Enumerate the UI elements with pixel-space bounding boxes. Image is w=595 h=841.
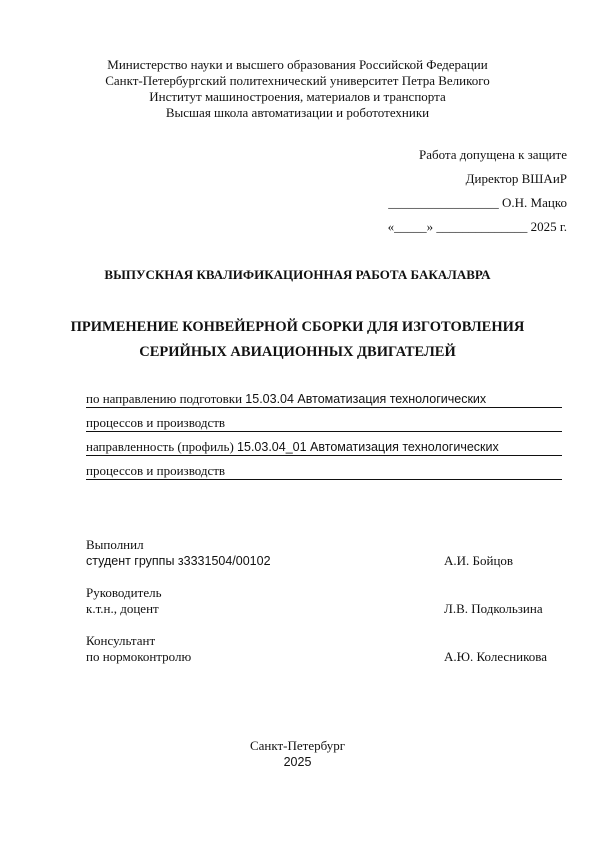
supervisor-block — [86, 585, 162, 617]
thesis-topic-line1: ПРИМЕНЕНИЕ КОНВЕЙЕРНОЙ СБОРКИ ДЛЯ ИЗГОТОВЛЕНИЯ — [70, 319, 525, 335]
performer-group: студент группы з3331504/00102 — [86, 554, 271, 568]
profile-label: направленность (профиль) — [86, 439, 238, 454]
approval-date: «_____» ______________ 2025 г. — [387, 219, 567, 234]
approval-signature: _________________ О.Н. Мацко — [388, 195, 567, 210]
direction-line — [86, 391, 562, 408]
performer-name: А.И. Бойцов — [444, 553, 514, 568]
header-line-institute: Институт машиностроения, материалов и транспорта — [149, 89, 446, 104]
approval-admitted: Работа допущена к защите — [418, 147, 567, 162]
footer — [0, 738, 595, 770]
supervisor-degree: к.т.н., доцент — [86, 601, 159, 616]
consultant-role: по нормоконтролю — [86, 649, 192, 664]
profile-value: 15.03.04_01 Автоматизация технологических — [237, 440, 499, 454]
thesis-topic-line2: СЕРИЙНЫХ АВИАЦИОННЫХ ДВИГАТЕЛЕЙ — [139, 344, 456, 360]
direction-line-cont — [86, 415, 562, 432]
header-line-university: Санкт-Петербургский политехнический университет Петра Великого — [105, 73, 490, 88]
thesis-type-title: ВЫПУСКНАЯ КВАЛИФИКАЦИОННАЯ РАБОТА БАКАЛАВРА — [104, 267, 491, 282]
thesis-topic-title — [0, 315, 595, 365]
direction-value-cont: процессов и производств — [86, 415, 226, 430]
header-line-school: Высшая школа автоматизации и робототехники — [165, 105, 430, 120]
footer-city: Санкт-Петербург — [249, 738, 346, 753]
ministry-header — [0, 57, 595, 121]
supervisor-name: Л.В. Подкользина — [444, 601, 543, 616]
footer-year: 2025 — [283, 755, 312, 769]
supervisor-label: Руководитель — [86, 585, 162, 600]
approval-director: Директор ВШАиР — [465, 171, 567, 186]
profile-line — [86, 439, 562, 456]
performer-block — [86, 537, 271, 569]
profile-line-cont — [86, 463, 562, 480]
profile-value-cont: процессов и производств — [86, 463, 226, 478]
performer-label: Выполнил — [86, 537, 144, 552]
header-line-ministry: Министерство науки и высшего образования Российской Федерации — [107, 57, 488, 72]
consultant-label: Консультант — [86, 633, 156, 648]
consultant-block — [86, 633, 191, 665]
consultant-name: А.Ю. Колесникова — [444, 649, 548, 664]
direction-value: 15.03.04 Автоматизация технологических — [245, 392, 487, 406]
direction-label: по направлению подготовки — [86, 391, 246, 406]
